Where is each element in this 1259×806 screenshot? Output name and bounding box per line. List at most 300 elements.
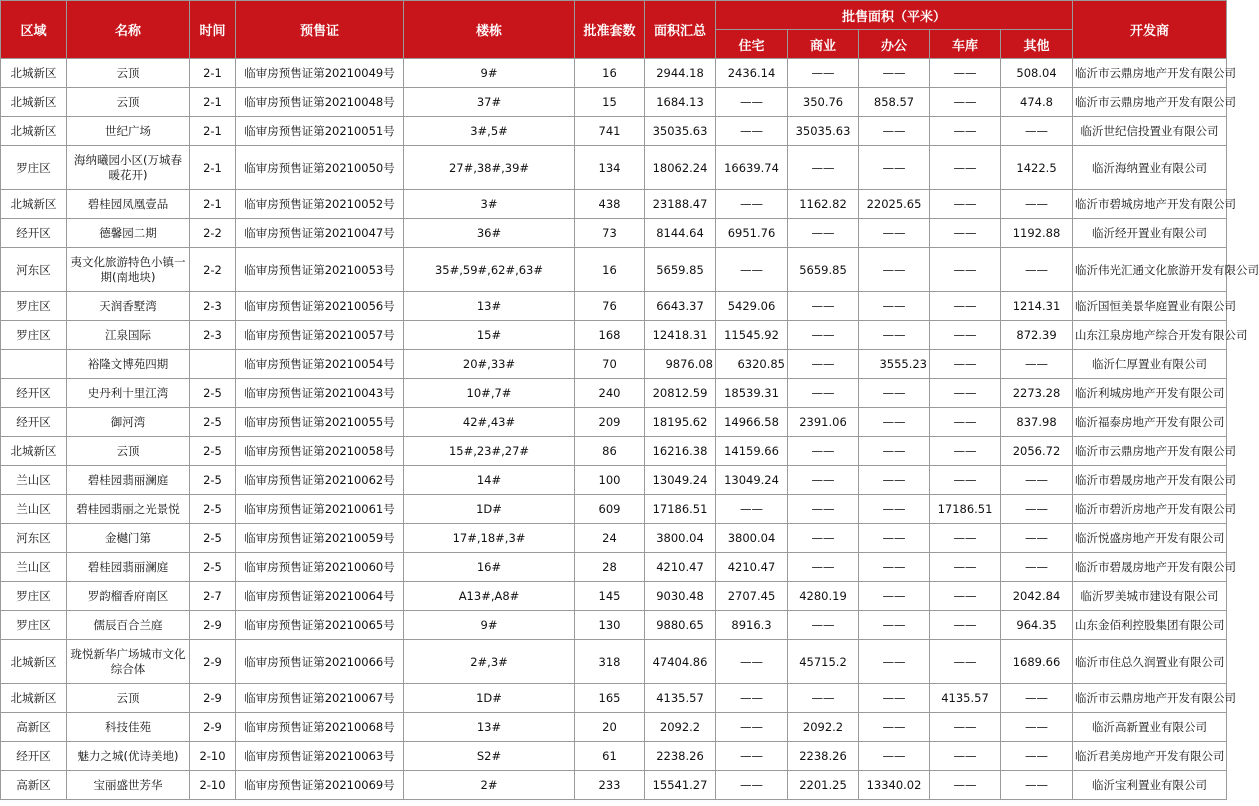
cell-commercial: —— (788, 219, 859, 248)
cell-office: —— (859, 553, 930, 582)
cell-permit: 临审房预售证第20210066号 (236, 640, 404, 684)
cell-garage: —— (930, 88, 1001, 117)
cell-garage: —— (930, 146, 1001, 190)
cell-total-area: 18062.24 (645, 146, 716, 190)
cell-region: 经开区 (1, 742, 67, 771)
cell-commercial: 2391.06 (788, 408, 859, 437)
cell-garage: —— (930, 437, 1001, 466)
cell-developer: 临沂市碧城房地产开发有限公司 (1073, 190, 1227, 219)
cell-units: 240 (575, 379, 645, 408)
table-row (1, 771, 1227, 800)
cell-units: 16 (575, 59, 645, 88)
cell-garage: —— (930, 248, 1001, 292)
cell-total-area: 2238.26 (645, 742, 716, 771)
cell-building: 1D# (404, 684, 575, 713)
cell-units: 16 (575, 248, 645, 292)
table-row (1, 524, 1227, 553)
cell-building: 17#,18#,3# (404, 524, 575, 553)
cell-units: 438 (575, 190, 645, 219)
cell-developer: 临沂市碧晟房地产开发有限公司 (1073, 466, 1227, 495)
cell-time: 2-5 (190, 495, 236, 524)
cell-region: 罗庄区 (1, 611, 67, 640)
cell-garage: —— (930, 219, 1001, 248)
cell-building: 3#,5# (404, 117, 575, 146)
header-garage: 车库 (930, 30, 1001, 59)
cell-name: 御河湾 (67, 408, 190, 437)
cell-office: —— (859, 292, 930, 321)
cell-permit: 临审房预售证第20210069号 (236, 771, 404, 800)
cell-office: —— (859, 640, 930, 684)
cell-building: 9# (404, 611, 575, 640)
cell-commercial: —— (788, 59, 859, 88)
cell-office: —— (859, 742, 930, 771)
cell-garage: —— (930, 582, 1001, 611)
table-row (1, 640, 1227, 684)
cell-residential: 2707.45 (716, 582, 788, 611)
cell-name: 碧桂园翡丽澜庭 (67, 553, 190, 582)
cell-name: 金樾门第 (67, 524, 190, 553)
table-row (1, 88, 1227, 117)
cell-permit: 临审房预售证第20210052号 (236, 190, 404, 219)
cell-residential: 2436.14 (716, 59, 788, 88)
cell-time: 2-3 (190, 321, 236, 350)
header-area-group: 批售面积（平米） (716, 1, 1073, 30)
cell-commercial: 4280.19 (788, 582, 859, 611)
header-residential: 住宅 (716, 30, 788, 59)
cell-building: 14# (404, 466, 575, 495)
cell-permit: 临审房预售证第20210054号 (236, 350, 404, 379)
cell-name: 世纪广场 (67, 117, 190, 146)
header-name: 名称 (67, 1, 190, 59)
cell-time: 2-1 (190, 146, 236, 190)
cell-name: 德馨园二期 (67, 219, 190, 248)
cell-time: 2-10 (190, 742, 236, 771)
table-row (1, 292, 1227, 321)
cell-developer: 临沂经开置业有限公司 (1073, 219, 1227, 248)
cell-permit: 临审房预售证第20210048号 (236, 88, 404, 117)
cell-other: 2056.72 (1001, 437, 1073, 466)
cell-time: 2-5 (190, 524, 236, 553)
cell-permit: 临审房预售证第20210060号 (236, 553, 404, 582)
cell-garage: 17186.51 (930, 495, 1001, 524)
cell-permit: 临审房预售证第20210065号 (236, 611, 404, 640)
table-row (1, 379, 1227, 408)
table-header (1, 1, 1227, 59)
cell-office: —— (859, 248, 930, 292)
cell-commercial: —— (788, 350, 859, 379)
table-row (1, 248, 1227, 292)
cell-office: 3555.23 (859, 350, 930, 379)
cell-developer: 山东江泉房地产综合开发有限公司 (1073, 321, 1227, 350)
table-row (1, 350, 1227, 379)
cell-name: 云顶 (67, 684, 190, 713)
cell-commercial: —— (788, 495, 859, 524)
cell-units: 20 (575, 713, 645, 742)
cell-name: 儒辰百合兰庭 (67, 611, 190, 640)
cell-commercial: —— (788, 379, 859, 408)
cell-region: 北城新区 (1, 59, 67, 88)
cell-commercial: —— (788, 524, 859, 553)
cell-units: 209 (575, 408, 645, 437)
cell-region: 罗庄区 (1, 321, 67, 350)
cell-name: 碧桂园凤凰壹品 (67, 190, 190, 219)
cell-time: 2-9 (190, 713, 236, 742)
cell-developer: 临沂市碧晟房地产开发有限公司 (1073, 553, 1227, 582)
cell-total-area: 15541.27 (645, 771, 716, 800)
cell-region: 经开区 (1, 219, 67, 248)
cell-residential: 6320.85 (716, 350, 788, 379)
cell-office: —— (859, 379, 930, 408)
cell-region: 河东区 (1, 248, 67, 292)
cell-time: 2-9 (190, 611, 236, 640)
cell-commercial: 5659.85 (788, 248, 859, 292)
cell-name: 云顶 (67, 88, 190, 117)
cell-time: 2-5 (190, 408, 236, 437)
cell-other: 2042.84 (1001, 582, 1073, 611)
cell-developer: 临沂市云鼎房地产开发有限公司 (1073, 437, 1227, 466)
cell-region: 经开区 (1, 408, 67, 437)
cell-garage: —— (930, 59, 1001, 88)
header-time: 时间 (190, 1, 236, 59)
cell-name: 裕隆文博苑四期 (67, 350, 190, 379)
cell-commercial: 1162.82 (788, 190, 859, 219)
cell-units: 100 (575, 466, 645, 495)
cell-permit: 临审房预售证第20210050号 (236, 146, 404, 190)
cell-time: 2-7 (190, 582, 236, 611)
cell-time: 2-5 (190, 466, 236, 495)
cell-residential: 11545.92 (716, 321, 788, 350)
cell-region: 罗庄区 (1, 146, 67, 190)
cell-residential: 8916.3 (716, 611, 788, 640)
cell-commercial: 2092.2 (788, 713, 859, 742)
cell-office: —— (859, 713, 930, 742)
cell-region: 兰山区 (1, 466, 67, 495)
cell-building: 15# (404, 321, 575, 350)
cell-units: 28 (575, 553, 645, 582)
cell-developer: 临沂利城房地产开发有限公司 (1073, 379, 1227, 408)
cell-commercial: —— (788, 611, 859, 640)
cell-building: 35#,59#,62#,63# (404, 248, 575, 292)
header-office: 办公 (859, 30, 930, 59)
cell-name: 碧桂园翡丽澜庭 (67, 466, 190, 495)
cell-time: 2-1 (190, 88, 236, 117)
cell-permit: 临审房预售证第20210064号 (236, 582, 404, 611)
cell-residential: 16639.74 (716, 146, 788, 190)
cell-permit: 临审房预售证第20210056号 (236, 292, 404, 321)
cell-other: 508.04 (1001, 59, 1073, 88)
cell-residential: —— (716, 640, 788, 684)
cell-office: —— (859, 219, 930, 248)
cell-residential: 3800.04 (716, 524, 788, 553)
cell-commercial: —— (788, 437, 859, 466)
table-row (1, 553, 1227, 582)
cell-permit: 临审房预售证第20210062号 (236, 466, 404, 495)
header-other: 其他 (1001, 30, 1073, 59)
cell-building: 2# (404, 771, 575, 800)
cell-developer: 临沂悦盛房地产开发有限公司 (1073, 524, 1227, 553)
cell-total-area: 13049.24 (645, 466, 716, 495)
cell-commercial: 2201.25 (788, 771, 859, 800)
cell-commercial: 35035.63 (788, 117, 859, 146)
cell-other: —— (1001, 771, 1073, 800)
table-row (1, 611, 1227, 640)
cell-total-area: 8144.64 (645, 219, 716, 248)
cell-permit: 临审房预售证第20210067号 (236, 684, 404, 713)
cell-permit: 临审房预售证第20210043号 (236, 379, 404, 408)
cell-permit: 临审房预售证第20210061号 (236, 495, 404, 524)
cell-time: 2-9 (190, 684, 236, 713)
cell-other: —— (1001, 350, 1073, 379)
cell-total-area: 12418.31 (645, 321, 716, 350)
cell-time: 2-1 (190, 59, 236, 88)
cell-garage: —— (930, 117, 1001, 146)
cell-office: —— (859, 466, 930, 495)
cell-region: 北城新区 (1, 190, 67, 219)
cell-units: 73 (575, 219, 645, 248)
cell-building: 27#,38#,39# (404, 146, 575, 190)
cell-garage: —— (930, 742, 1001, 771)
cell-office: —— (859, 582, 930, 611)
cell-building: 9# (404, 59, 575, 88)
cell-region: 河东区 (1, 524, 67, 553)
cell-units: 61 (575, 742, 645, 771)
cell-units: 233 (575, 771, 645, 800)
cell-total-area: 9030.48 (645, 582, 716, 611)
cell-building: 10#,7# (404, 379, 575, 408)
cell-name: 史丹利十里江湾 (67, 379, 190, 408)
cell-developer: 临沂君美房地产开发有限公司 (1073, 742, 1227, 771)
cell-region: 罗庄区 (1, 582, 67, 611)
cell-developer: 临沂市住总久润置业有限公司 (1073, 640, 1227, 684)
cell-office: —— (859, 321, 930, 350)
cell-garage: —— (930, 321, 1001, 350)
cell-garage: —— (930, 640, 1001, 684)
cell-office: —— (859, 146, 930, 190)
cell-permit: 临审房预售证第20210051号 (236, 117, 404, 146)
cell-building: 13# (404, 713, 575, 742)
cell-time: 2-2 (190, 248, 236, 292)
cell-developer: 山东金佰利控股集团有限公司 (1073, 611, 1227, 640)
cell-total-area: 3800.04 (645, 524, 716, 553)
cell-garage: —— (930, 713, 1001, 742)
cell-building: 3# (404, 190, 575, 219)
cell-time: 2-2 (190, 219, 236, 248)
cell-office: 13340.02 (859, 771, 930, 800)
cell-total-area: 4210.47 (645, 553, 716, 582)
cell-region: 北城新区 (1, 437, 67, 466)
cell-building: 13# (404, 292, 575, 321)
cell-other: 837.98 (1001, 408, 1073, 437)
table-row (1, 117, 1227, 146)
cell-total-area: 47404.86 (645, 640, 716, 684)
cell-name: 碧桂园翡丽之光景悦 (67, 495, 190, 524)
cell-developer: 临沂罗美城市建设有限公司 (1073, 582, 1227, 611)
cell-region: 北城新区 (1, 117, 67, 146)
cell-name: 珑悦新华广场城市文化综合体 (67, 640, 190, 684)
cell-commercial: —— (788, 466, 859, 495)
cell-time: 2-5 (190, 437, 236, 466)
cell-units: 86 (575, 437, 645, 466)
cell-region (1, 350, 67, 379)
cell-residential: —— (716, 771, 788, 800)
cell-building: 42#,43# (404, 408, 575, 437)
cell-garage: —— (930, 553, 1001, 582)
cell-total-area: 9876.08 (645, 350, 716, 379)
cell-total-area: 2092.2 (645, 713, 716, 742)
cell-time: 2-1 (190, 190, 236, 219)
cell-building: 2#,3# (404, 640, 575, 684)
cell-other: —— (1001, 117, 1073, 146)
cell-name: 科技佳苑 (67, 713, 190, 742)
cell-garage: —— (930, 524, 1001, 553)
cell-name: 夷文化旅游特色小镇一期(南地块) (67, 248, 190, 292)
cell-units: 134 (575, 146, 645, 190)
cell-developer: 临沂市云鼎房地产开发有限公司 (1073, 88, 1227, 117)
cell-developer: 临沂海纳置业有限公司 (1073, 146, 1227, 190)
cell-permit: 临审房预售证第20210059号 (236, 524, 404, 553)
cell-total-area: 35035.63 (645, 117, 716, 146)
cell-other: —— (1001, 190, 1073, 219)
header-commercial: 商业 (788, 30, 859, 59)
cell-other: —— (1001, 524, 1073, 553)
header-permit: 预售证 (236, 1, 404, 59)
cell-other: 474.8 (1001, 88, 1073, 117)
cell-total-area: 20812.59 (645, 379, 716, 408)
cell-developer: 临沂仁厚置业有限公司 (1073, 350, 1227, 379)
cell-other: —— (1001, 742, 1073, 771)
cell-total-area: 17186.51 (645, 495, 716, 524)
cell-region: 北城新区 (1, 88, 67, 117)
cell-commercial: —— (788, 684, 859, 713)
cell-developer: 临沂国恒美景华庭置业有限公司 (1073, 292, 1227, 321)
cell-name: 罗韵榴香府南区 (67, 582, 190, 611)
table-row (1, 742, 1227, 771)
cell-office: —— (859, 117, 930, 146)
header-total-area: 面积汇总 (645, 1, 716, 59)
cell-developer: 临沂市碧沂房地产开发有限公司 (1073, 495, 1227, 524)
cell-units: 76 (575, 292, 645, 321)
cell-other: —— (1001, 684, 1073, 713)
cell-developer: 临沂市云鼎房地产开发有限公司 (1073, 59, 1227, 88)
cell-garage: —— (930, 190, 1001, 219)
cell-residential: 14159.66 (716, 437, 788, 466)
cell-building: 16# (404, 553, 575, 582)
cell-time (190, 350, 236, 379)
cell-region: 高新区 (1, 713, 67, 742)
cell-time: 2-5 (190, 553, 236, 582)
table-row (1, 190, 1227, 219)
cell-developer: 临沂福泰房地产开发有限公司 (1073, 408, 1227, 437)
cell-total-area: 18195.62 (645, 408, 716, 437)
cell-garage: —— (930, 292, 1001, 321)
cell-region: 兰山区 (1, 553, 67, 582)
cell-permit: 临审房预售证第20210057号 (236, 321, 404, 350)
cell-total-area: 16216.38 (645, 437, 716, 466)
table-row (1, 321, 1227, 350)
cell-building: A13#,A8# (404, 582, 575, 611)
cell-residential: 13049.24 (716, 466, 788, 495)
cell-units: 165 (575, 684, 645, 713)
cell-units: 15 (575, 88, 645, 117)
cell-garage: —— (930, 466, 1001, 495)
cell-units: 70 (575, 350, 645, 379)
table-row (1, 466, 1227, 495)
cell-residential: —— (716, 248, 788, 292)
cell-total-area: 6643.37 (645, 292, 716, 321)
cell-building: S2# (404, 742, 575, 771)
cell-commercial: —— (788, 321, 859, 350)
cell-residential: 6951.76 (716, 219, 788, 248)
cell-other: 1422.5 (1001, 146, 1073, 190)
cell-units: 609 (575, 495, 645, 524)
cell-developer: 临沂市云鼎房地产开发有限公司 (1073, 684, 1227, 713)
cell-office: —— (859, 408, 930, 437)
cell-commercial: 45715.2 (788, 640, 859, 684)
cell-region: 北城新区 (1, 640, 67, 684)
header-building: 楼栋 (404, 1, 575, 59)
cell-residential: —— (716, 742, 788, 771)
table-row (1, 59, 1227, 88)
cell-permit: 临审房预售证第20210063号 (236, 742, 404, 771)
cell-permit: 临审房预售证第20210068号 (236, 713, 404, 742)
cell-office: —— (859, 437, 930, 466)
cell-office: —— (859, 59, 930, 88)
cell-region: 高新区 (1, 771, 67, 800)
cell-other: 1689.66 (1001, 640, 1073, 684)
cell-commercial: —— (788, 553, 859, 582)
table-body (1, 59, 1259, 800)
cell-garage: 4135.57 (930, 684, 1001, 713)
cell-other: —— (1001, 495, 1073, 524)
cell-residential: —— (716, 684, 788, 713)
cell-residential: 14966.58 (716, 408, 788, 437)
cell-units: 145 (575, 582, 645, 611)
cell-units: 130 (575, 611, 645, 640)
cell-developer: 临沂世纪信投置业有限公司 (1073, 117, 1227, 146)
cell-other: —— (1001, 553, 1073, 582)
cell-office: —— (859, 684, 930, 713)
cell-name: 云顶 (67, 437, 190, 466)
cell-residential: —— (716, 88, 788, 117)
cell-office: —— (859, 524, 930, 553)
cell-residential: 5429.06 (716, 292, 788, 321)
cell-permit: 临审房预售证第20210049号 (236, 59, 404, 88)
cell-units: 318 (575, 640, 645, 684)
cell-region: 经开区 (1, 379, 67, 408)
cell-commercial: 350.76 (788, 88, 859, 117)
cell-office: —— (859, 495, 930, 524)
cell-building: 20#,33# (404, 350, 575, 379)
cell-name: 魅力之城(优诗美地) (67, 742, 190, 771)
cell-other: 2273.28 (1001, 379, 1073, 408)
cell-residential: —— (716, 190, 788, 219)
cell-time: 2-10 (190, 771, 236, 800)
cell-time: 2-9 (190, 640, 236, 684)
cell-office: —— (859, 611, 930, 640)
cell-region: 兰山区 (1, 495, 67, 524)
cell-garage: —— (930, 350, 1001, 379)
cell-other: 1214.31 (1001, 292, 1073, 321)
cell-time: 2-1 (190, 117, 236, 146)
cell-developer: 临沂宝利置业有限公司 (1073, 771, 1227, 800)
table-row (1, 684, 1227, 713)
cell-time: 2-3 (190, 292, 236, 321)
header-region: 区域 (1, 1, 67, 59)
cell-total-area: 9880.65 (645, 611, 716, 640)
cell-commercial: —— (788, 292, 859, 321)
table-row (1, 408, 1227, 437)
cell-residential: —— (716, 495, 788, 524)
